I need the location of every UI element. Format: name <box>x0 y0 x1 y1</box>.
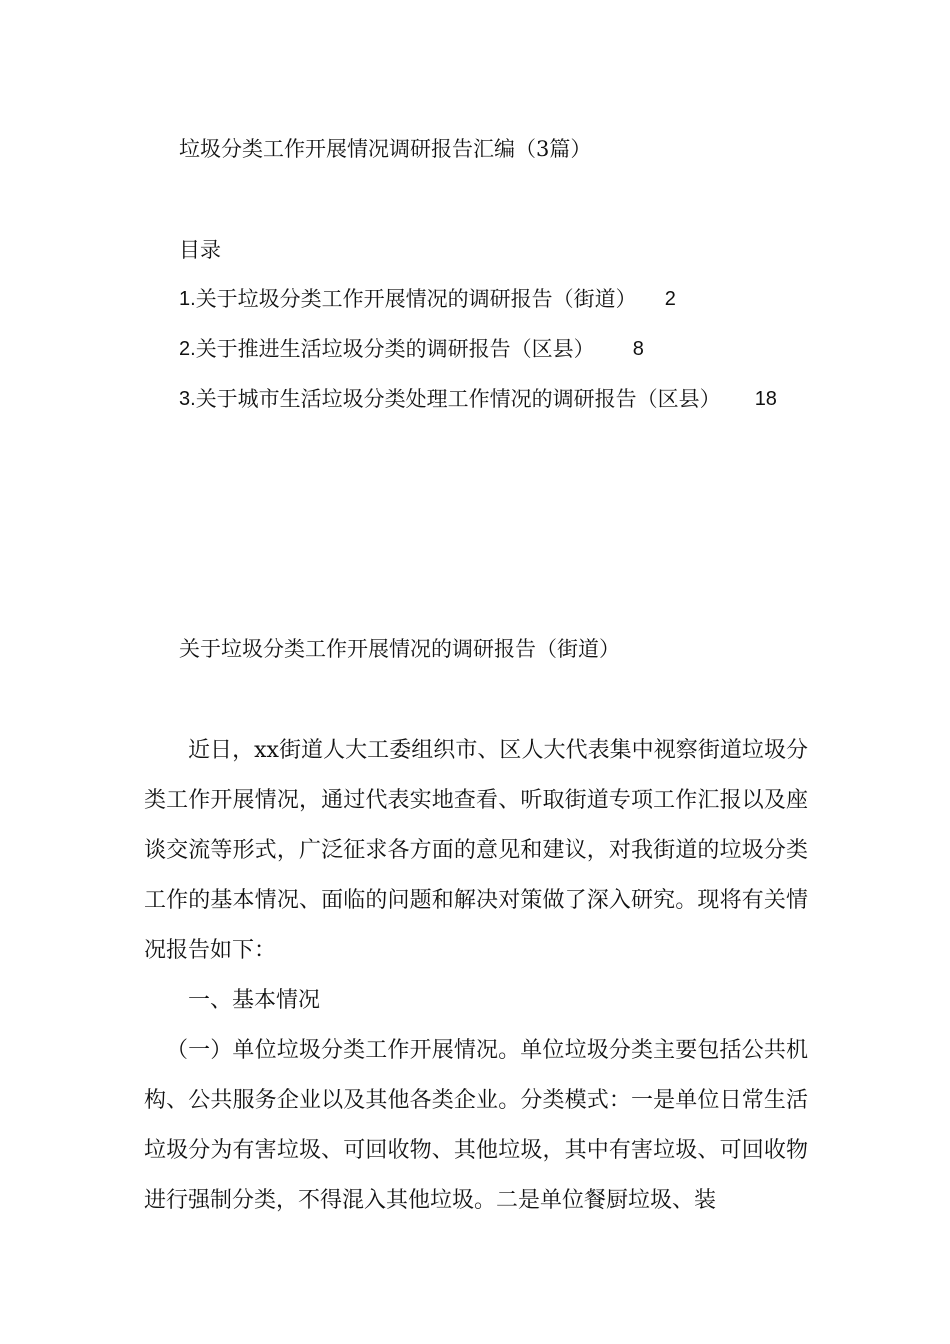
table-of-contents <box>179 284 819 434</box>
toc-item-number: 3. <box>179 388 196 410</box>
section-title: 关于垃圾分类工作开展情况的调研报告（街道） <box>179 637 620 661</box>
toc-item[interactable] <box>179 284 819 334</box>
toc-item-page: 8 <box>632 338 644 360</box>
toc-item[interactable] <box>179 334 819 384</box>
body-text <box>144 726 808 1226</box>
toc-item-text: 关于推进生活垃圾分类的调研报告（区县） <box>195 337 595 361</box>
toc-item-number: 2. <box>179 338 196 360</box>
toc-item-number: 1. <box>179 288 196 310</box>
toc-item-text: 关于垃圾分类工作开展情况的调研报告（街道） <box>195 287 637 311</box>
toc-item-text: 关于城市生活垃圾分类处理工作情况的调研报告（区县） <box>195 387 721 411</box>
document-title: 垃圾分类工作开展情况调研报告汇编（3篇） <box>179 137 592 161</box>
paragraph: 近日，xx街道人大工委组织市、区人大代表集中视察街道垃圾分类工作开展情况，通过代表实地查看、听取街道专项工作汇报以及座谈交流等形式，广泛征求各方面的意见和建议，对我街道的垃圾分类工作的基本情况、面临的问题和解决对策做了深入研究。现将有关情况报告如下： <box>144 738 808 963</box>
paragraph: （一）单位垃圾分类工作开展情况。单位垃圾分类主要包括公共机构、公共服务企业以及其他各类企业。分类模式：一是单位日常生活垃圾分为有害垃圾、可回收物、其他垃圾，其中有害垃圾、可回收物进行强制分类，不得混入其他垃圾。二是单位餐厨垃圾、装 <box>144 1038 808 1213</box>
toc-item-page: 2 <box>664 288 676 310</box>
toc-heading: 目录 <box>179 238 221 262</box>
toc-item-page: 18 <box>754 388 777 410</box>
paragraph-heading: 一、基本情况 <box>188 988 321 1013</box>
toc-item[interactable] <box>179 384 819 434</box>
